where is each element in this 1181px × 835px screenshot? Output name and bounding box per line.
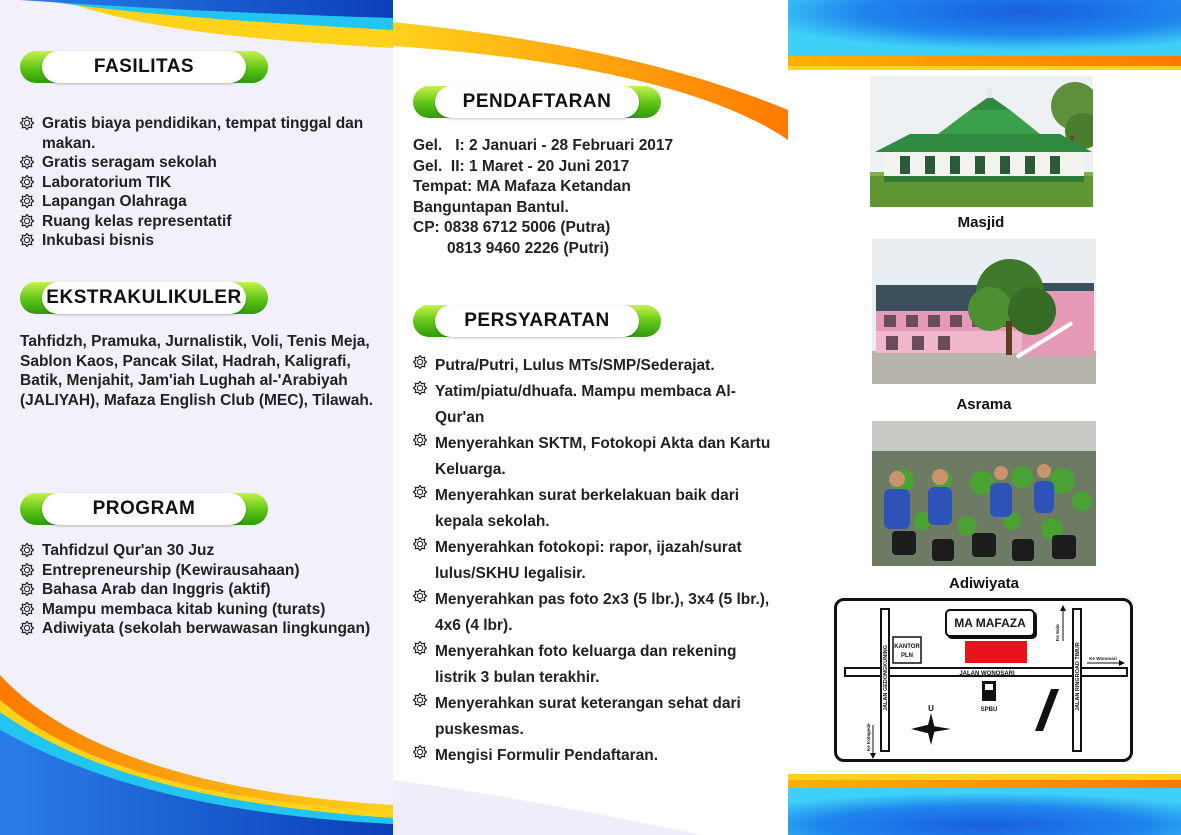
school-name-callout: MA MAFAZA <box>945 609 1035 637</box>
program-item-text: Mampu membaca kitab kuning (turats) <box>42 600 326 618</box>
fasilitas-title: FASILITAS <box>42 51 246 83</box>
program-item <box>20 580 380 600</box>
persyaratan-item-text: Menyerahkan surat berkelakuan baik dari kepala sekolah. <box>435 487 740 530</box>
kantor-pln-marker <box>893 637 921 663</box>
sun-bullet-icon <box>413 589 427 603</box>
students-gardening-photo <box>872 421 1096 566</box>
kantor-label-1: KANTOR <box>894 644 920 650</box>
persyaratan-item-text: Menyerahkan SKTM, Fotokopi Akta dan Kartu Keluarga. <box>435 435 771 478</box>
fasilitas-item <box>20 114 380 153</box>
fasilitas-item-text: Laboratorium TIK <box>42 173 172 191</box>
sun-bullet-icon <box>20 233 34 247</box>
sun-bullet-icon <box>413 485 427 499</box>
north-label: U <box>928 704 934 713</box>
fasilitas-item-text: Gratis biaya pendidikan, tempat tinggal dan makan. <box>42 115 364 152</box>
persyaratan-item-text: Menyerahkan foto keluarga dan rekening listrik 3 bulan terakhir. <box>435 643 737 686</box>
fasilitas-heading <box>20 51 268 83</box>
program-item <box>20 619 380 639</box>
school-location-marker <box>965 641 1027 663</box>
persyaratan-item-text: Menyerahkan surat keterangan sehat dari puskesmas. <box>435 695 741 738</box>
ekstrakulikuler-title: EKSTRAKULIKULER <box>42 282 246 314</box>
fasilitas-item-text: Gratis seragam sekolah <box>42 154 217 171</box>
program-item <box>20 561 380 581</box>
ekstrakulikuler-heading <box>20 282 268 314</box>
ekstrakulikuler-text: Tahfidzh, Pramuka, Jurnalistik, Voli, Tenis Meja, Sablon Kaos, Pancak Silat, Hadrah, Kaligrafi, Batik, Menjahit, Jam'iah Lughah al-'Arabiyah (JALIYAH), Mafaza English Club (MEC), Tilawah. <box>20 333 374 409</box>
pendaftaran-line: Banguntapan Bantul. <box>413 198 569 216</box>
persyaratan-item <box>413 431 773 483</box>
pendaftaran-line: Tempat: MA Mafaza Ketandan <box>413 178 631 195</box>
persyaratan-item-text: Menyerahkan pas foto 2x3 (5 lbr.), 3x4 (5 lbr.), 4x6 (4 lbr). <box>435 591 770 634</box>
compass-icon <box>911 713 951 745</box>
persyaratan-list <box>413 353 773 769</box>
sun-bullet-icon <box>20 582 34 596</box>
fasilitas-item <box>20 192 380 212</box>
persyaratan-item-text: Putra/Putri, Lulus MTs/SMP/Sederajat. <box>435 357 715 374</box>
sun-bullet-icon <box>413 641 427 655</box>
location-map <box>834 598 1133 762</box>
fasilitas-item <box>20 212 380 232</box>
persyaratan-item <box>413 535 773 587</box>
pendaftaran-title: PENDAFTARAN <box>435 86 639 118</box>
dormitory-photo <box>872 239 1096 384</box>
program-heading <box>20 493 268 525</box>
middle-panel <box>393 0 788 835</box>
persyaratan-item <box>413 587 773 639</box>
sun-bullet-icon <box>413 745 427 759</box>
program-title: PROGRAM <box>42 493 246 525</box>
mosque-photo <box>870 76 1093 207</box>
road-ringroad-label: JALAN RINGROAD TIMUR <box>1075 642 1081 711</box>
road-gedongkuning-label: JALAN GEDONGKUNING <box>883 644 889 711</box>
to-kotagede-label: Ke Kotagede <box>866 723 871 751</box>
persyaratan-item-text: Mengisi Formulir Pendaftaran. <box>435 747 659 764</box>
sun-bullet-icon <box>413 381 427 395</box>
persyaratan-item <box>413 743 773 769</box>
sun-bullet-icon <box>20 543 34 557</box>
persyaratan-item <box>413 379 773 431</box>
program-item-text: Entrepreneurship (Kewirausahaan) <box>42 561 300 579</box>
fasilitas-item <box>20 231 380 251</box>
sun-bullet-icon <box>20 214 34 228</box>
program-list <box>20 541 380 639</box>
pendaftaran-line: 0813 9460 2226 (Putri) <box>447 239 609 257</box>
road-wonosari-label: JALAN WONOSARI <box>959 671 1015 677</box>
sun-bullet-icon <box>413 433 427 447</box>
program-item <box>20 600 380 620</box>
fasilitas-item-text: Ruang kelas representatif <box>42 212 232 230</box>
pendaftaran-line: CP: 0838 6712 5006 (Putra) <box>413 219 611 236</box>
persyaratan-item-text: Yatim/piatu/dhuafa. Mampu membaca Al-Qur'an <box>435 383 736 426</box>
sun-bullet-icon <box>20 155 34 169</box>
persyaratan-title: PERSYARATAN <box>435 305 639 337</box>
photo-caption-3: Adiwiyata <box>948 575 1020 592</box>
photo-caption-1: Masjid <box>957 214 1005 231</box>
persyaratan-item <box>413 483 773 535</box>
persyaratan-item <box>413 353 773 379</box>
sun-bullet-icon <box>413 355 427 369</box>
sun-bullet-icon <box>20 621 34 635</box>
left-panel <box>0 0 393 835</box>
fasilitas-list <box>20 114 380 251</box>
program-item <box>20 541 380 561</box>
fasilitas-item <box>20 173 380 193</box>
fasilitas-item <box>20 153 380 173</box>
program-item-text: Tahfidzul Qur'an 30 Juz <box>42 542 215 559</box>
pendaftaran-heading <box>413 86 661 118</box>
persyaratan-item-text: Menyerahkan fotokopi: rapor, ijazah/surat lulus/SKHU legalisir. <box>435 539 742 582</box>
to-wonosari-label: Ke Wonosari <box>1089 656 1117 661</box>
pendaftaran-info <box>413 136 783 259</box>
sun-bullet-icon <box>413 537 427 551</box>
sun-bullet-icon <box>20 116 34 130</box>
fasilitas-item-text: Inkubasi bisnis <box>42 232 154 249</box>
sun-bullet-icon <box>413 693 427 707</box>
persyaratan-heading <box>413 305 661 337</box>
spbu-label: SPBU <box>980 707 998 713</box>
persyaratan-item <box>413 691 773 743</box>
to-solo-label: Ke Solo <box>1055 624 1060 641</box>
kantor-label-2: PLN <box>901 653 913 659</box>
sun-bullet-icon <box>20 602 34 616</box>
fasilitas-item-text: Lapangan Olahraga <box>42 193 187 210</box>
sun-bullet-icon <box>20 563 34 577</box>
photo-caption-2: Asrama <box>956 396 1012 413</box>
sun-bullet-icon <box>20 194 34 208</box>
program-item-text: Bahasa Arab dan Inggris (aktif) <box>42 581 271 598</box>
program-item-text: Adiwiyata (sekolah berwawasan lingkungan) <box>42 620 371 637</box>
pendaftaran-line: Gel. II: 1 Maret - 20 Juni 2017 <box>413 157 630 175</box>
persyaratan-item <box>413 639 773 691</box>
sun-bullet-icon <box>20 175 34 189</box>
pendaftaran-line: Gel. I: 2 Januari - 28 Februari 2017 <box>413 137 674 154</box>
